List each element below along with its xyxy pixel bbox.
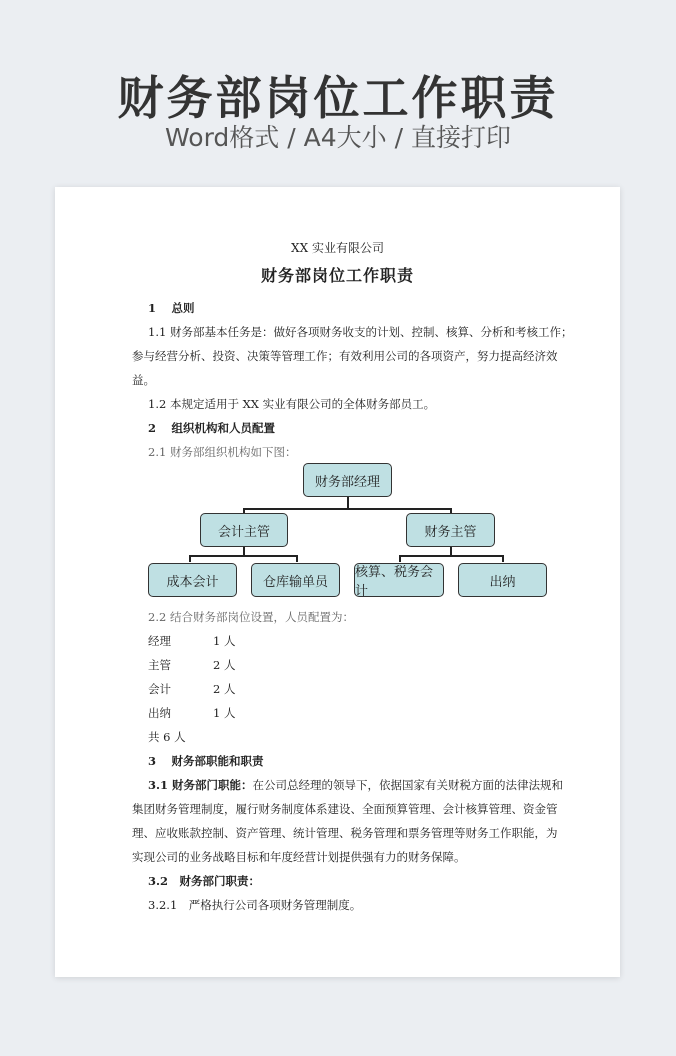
staff-count: 1 人 bbox=[213, 634, 236, 648]
para-3-1-line-3: 理、应收账款控制、资产管理、统计管理、税务管理和票务管理等财务工作职能，为 bbox=[132, 826, 558, 840]
staff-role: 主管 bbox=[148, 658, 171, 672]
staff-count: 2 人 bbox=[213, 682, 236, 696]
connector-line bbox=[189, 555, 296, 557]
org-node-warehouse-clerk: 仓库输单员 bbox=[251, 563, 340, 597]
connector-line bbox=[502, 555, 504, 562]
staff-count: 2 人 bbox=[213, 658, 236, 672]
org-node-finance-manager: 财务部经理 bbox=[303, 463, 392, 497]
connector-line bbox=[243, 508, 450, 510]
org-node-cost-accountant: 成本会计 bbox=[148, 563, 237, 597]
para-1-2: 1.2 本规定适用于 XX 实业有限公司的全体财务部员工。 bbox=[148, 397, 436, 411]
para-2-1: 2.1 财务部组织机构如下图： bbox=[148, 445, 297, 459]
org-node-tax-accountant: 核算、税务会计 bbox=[354, 563, 444, 597]
staff-role: 出纳 bbox=[148, 706, 171, 720]
connector-line bbox=[296, 555, 298, 562]
connector-line bbox=[243, 547, 245, 555]
connector-line bbox=[450, 547, 452, 555]
org-node-finance-supervisor: 财务主管 bbox=[406, 513, 495, 547]
section-2-heading: 2 组织机构和人员配置 bbox=[148, 421, 276, 435]
staff-role: 经理 bbox=[148, 634, 171, 648]
connector-line bbox=[189, 555, 191, 562]
banner-subtitle: Word格式 / A4大小 / 直接打印 bbox=[165, 123, 511, 152]
staff-total: 共 6 人 bbox=[148, 730, 186, 744]
para-3-2-1: 3.2.1 严格执行公司各项财务管理制度。 bbox=[148, 898, 362, 912]
document-page bbox=[55, 187, 620, 977]
org-node-cashier: 出纳 bbox=[458, 563, 547, 597]
para-1-1-line-1: 1.1 财务部基本任务是：做好各项财务收支的计划、控制、核算、分析和考核工作； bbox=[148, 325, 573, 339]
para-3-1-line-1 bbox=[148, 773, 563, 797]
staff-role: 会计 bbox=[148, 682, 171, 696]
org-node-accounting-supervisor: 会计主管 bbox=[200, 513, 288, 547]
staff-count: 1 人 bbox=[213, 706, 236, 720]
section-1-heading: 1 总则 bbox=[148, 301, 195, 315]
banner-title: 财务部岗位工作职责 bbox=[117, 71, 559, 125]
para-3-1-heading: 3.1 财务部门职能： bbox=[148, 778, 253, 792]
connector-line bbox=[399, 555, 502, 557]
para-1-1-line-3: 益。 bbox=[132, 373, 155, 387]
section-3-heading: 3 财务部职能和职责 bbox=[148, 754, 264, 768]
document-title: 财务部岗位工作职责 bbox=[260, 266, 414, 285]
para-2-2: 2.2 结合财务部岗位设置，人员配置为： bbox=[148, 610, 354, 624]
section-3-2-heading: 3.2 财务部门职责： bbox=[148, 874, 261, 888]
para-3-1-line-2: 集团财务管理制度，履行财务制度体系建设、全面预算管理、会计核算管理、资金管 bbox=[132, 802, 558, 816]
company-name: XX 实业有限公司 bbox=[291, 241, 384, 255]
para-1-1-line-2: 参与经营分析、投资、决策等管理工作；有效利用公司的各项资产，努力提高经济效 bbox=[132, 349, 558, 363]
para-3-1-text: 在公司总经理的领导下，依据国家有关财税方面的法律法规和 bbox=[252, 778, 564, 792]
para-3-1-line-4: 实现公司的业务战略目标和年度经营计划提供强有力的财务保障。 bbox=[132, 850, 466, 864]
connector-line bbox=[347, 497, 349, 508]
